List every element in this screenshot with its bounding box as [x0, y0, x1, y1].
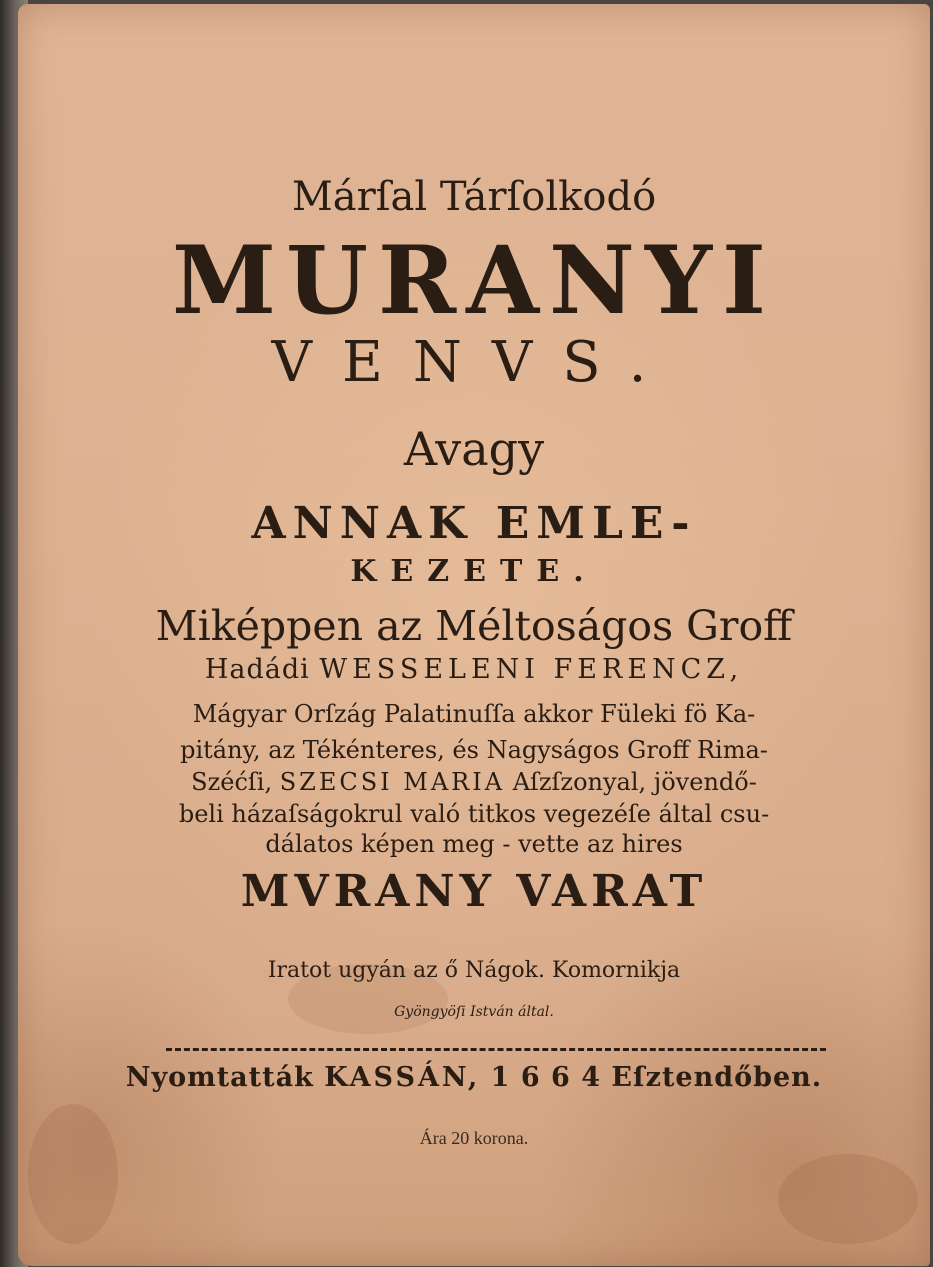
paper-page: [18, 4, 930, 1266]
person-name-szecsi: SZECSI MARIA: [279, 768, 506, 796]
ornamental-rule: [166, 1048, 826, 1051]
subtitle: Márſal Tárſolkodó: [291, 174, 657, 220]
body-line-4: pitány, az Tékénteres, és Nagyságos Groff Rima-: [180, 736, 768, 764]
body-line-5-prefix: Széćſi,: [191, 768, 280, 796]
body-line-7: dálatos képen meg - vette az hires: [265, 830, 683, 858]
title-page-text: [18, 4, 930, 1266]
body-line-2-prefix: Hadádi: [204, 654, 320, 685]
imprint-suffix: Eſztendőben.: [611, 1062, 823, 1093]
body-line-2: [18, 654, 930, 685]
body-line-5: [18, 768, 930, 796]
person-name-wesseleni: WESSELENI FERENCZ,: [319, 654, 744, 685]
imprint-year: 1 6 6 4: [480, 1062, 612, 1093]
heading-line-1: ANNAK EMLE-: [251, 498, 697, 549]
imprint-city: KASSÁN,: [324, 1062, 481, 1093]
imprint-line: [18, 1062, 930, 1093]
author-line-1: Iratot ugyán az ő Nágok. Komornikja: [267, 958, 681, 983]
author-line-2: Gyöngyöſi István által.: [394, 1004, 554, 1020]
imprint-prefix: Nyomtatták: [125, 1062, 325, 1093]
body-line-3: Mágyar Orſzág Palatinuſſa akkor Füleki fö Ka-: [192, 700, 756, 728]
main-title-second-line: VENVS.: [271, 330, 677, 395]
connector-word: Avagy: [403, 422, 545, 476]
body-line-5-suffix: Aſzſzonyal, jövendő-: [505, 768, 757, 796]
heading-line-2: KEZETE.: [350, 554, 598, 589]
main-title: MURANYI: [171, 226, 777, 336]
body-line-6: beli házaſságokrul való titkos vegezéſe által csu-: [178, 800, 770, 828]
price-label: Ára 20 korona.: [419, 1128, 529, 1148]
place-name: MVRANY VARAT: [240, 866, 708, 917]
body-line-1: Miképpen az Méltoságos Groff: [155, 602, 793, 650]
